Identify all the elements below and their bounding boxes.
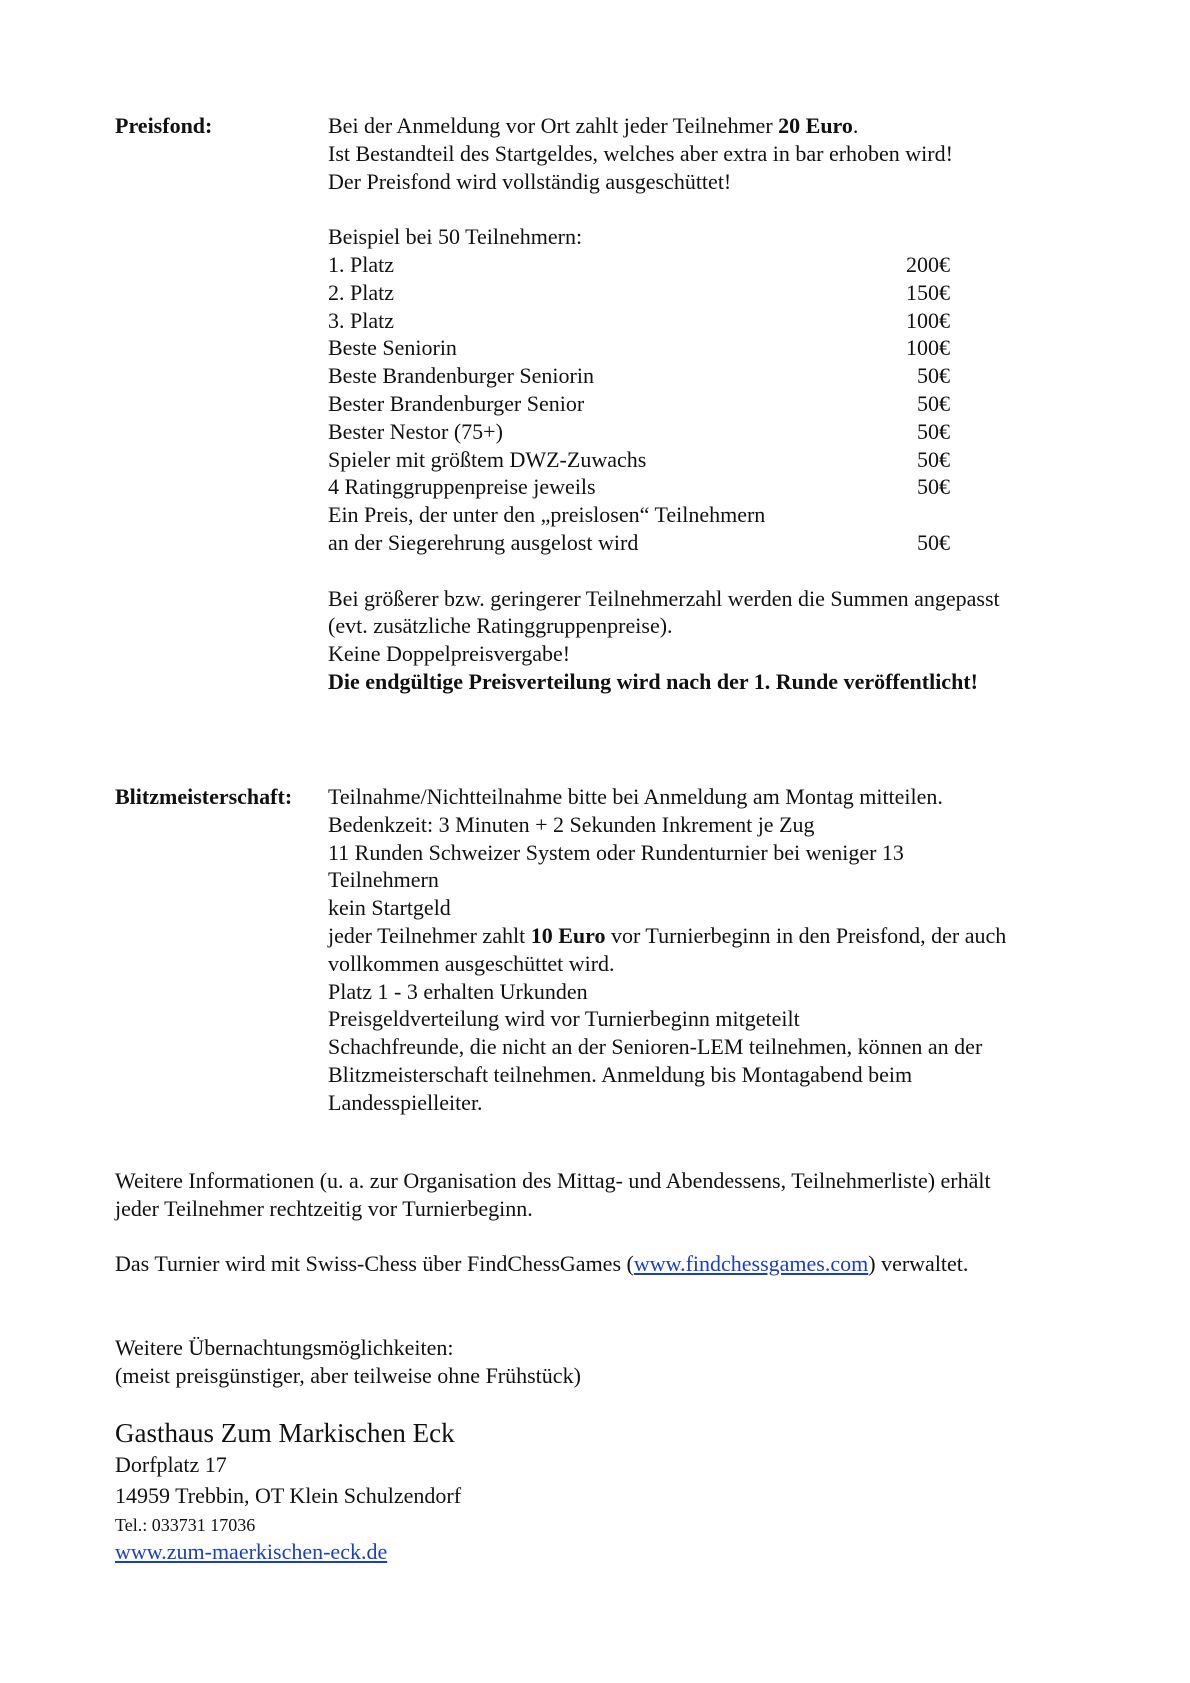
blitz-fee-amount: 10 Euro <box>530 922 606 948</box>
info-line-1: Weitere Informationen (u. a. zur Organisation des Mittag- und Abendessens, Teilnehmerliste) erhält <box>115 1168 991 1193</box>
prize-label: 2. Platz <box>328 279 394 305</box>
prize-amount: 150€ <box>906 279 950 305</box>
blitz-line-9: Preisgeldverteilung wird vor Turnierbeginn mitgeteilt <box>328 1006 800 1032</box>
prize-amount: 50€ <box>917 418 950 444</box>
blitz-line-12: Landesspielleiter. <box>328 1089 483 1115</box>
swiss-chess-line: Das Turnier wird mit Swiss-Chess über FindChessGames (www.findchessgames.com) verwaltet. <box>115 1251 969 1276</box>
hotel-website-link[interactable]: www.zum-maerkischen-eck.de <box>115 1539 388 1564</box>
blitz-line-3: 11 Runden Schweizer System oder Rundenturnier bei weniger 13 <box>328 839 904 865</box>
blitz-content <box>328 783 1103 1117</box>
prize-row <box>328 307 950 335</box>
note-4: Die endgültige Preisverteilung wird nach der 1. Runde veröffentlicht! <box>328 668 978 694</box>
hotel-block <box>115 1416 1095 1566</box>
info-paragraph <box>115 1167 1095 1223</box>
prize-amount: 50€ <box>917 474 950 500</box>
preisfond-line-3: Der Preisfond wird vollständig ausgeschüttet! <box>328 168 732 194</box>
info-line-2: jeder Teilnehmer rechtzeitig vor Turnierbeginn. <box>115 1195 533 1221</box>
prize-amount: 50€ <box>917 446 950 472</box>
findchessgames-link[interactable]: www.findchessgames.com <box>633 1251 869 1276</box>
raffle-line-2: an der Siegerehrung ausgelost wird <box>328 529 639 555</box>
blitz-line-11: Blitzmeisterschaft teilnehmen. Anmeldung bis Montagabend beim <box>328 1061 913 1087</box>
blitz-line-7: vollkommen ausgeschüttet wird. <box>328 950 615 976</box>
blitz-line-6: jeder Teilnehmer zahlt 10 Euro vor Turnierbeginn in den Preisfond, der auch <box>328 922 1007 948</box>
note-3: Keine Doppelpreisvergabe! <box>328 641 571 667</box>
example-heading: Beispiel bei 50 Teilnehmern: <box>328 224 583 250</box>
lodging-line-2: (meist preisgünstiger, aber teilweise ohne Frühstück) <box>115 1362 581 1388</box>
prize-label: Spieler mit größtem DWZ-Zuwachs <box>328 446 647 472</box>
lodging-paragraph <box>115 1334 1095 1390</box>
preisfond-fee-line: Bei der Anmeldung vor Ort zahlt jeder Teilnehmer 20 Euro. <box>328 113 859 138</box>
preisfond-label: Preisfond: <box>115 113 213 138</box>
raffle-amount: 50€ <box>917 529 950 555</box>
blitz-line-4: Teilnehmern <box>328 867 439 893</box>
prize-label: Beste Brandenburger Seniorin <box>328 363 594 389</box>
preisfond-line-2: Ist Bestandteil des Startgeldes, welches aber extra in bar erhoben wird! <box>328 140 953 166</box>
hotel-name: Gasthaus Zum Markischen Eck <box>115 1418 455 1448</box>
prize-label: Beste Seniorin <box>328 335 457 361</box>
prize-label: Bester Nestor (75+) <box>328 418 503 444</box>
blitz-line-10: Schachfreunde, die nicht an der Senioren-LEM teilnehmen, können an der <box>328 1034 983 1060</box>
raffle-line-1: Ein Preis, der unter den „preislosen“ Teilnehmern <box>328 502 766 528</box>
prize-amount: 100€ <box>906 335 950 361</box>
blitz-line-5: kein Startgeld <box>328 895 451 921</box>
prize-row <box>328 446 950 474</box>
note-2: (evt. zusätzliche Ratinggruppenpreise). <box>328 613 673 639</box>
prize-label: 1. Platz <box>328 251 394 277</box>
prize-label: Bester Brandenburger Senior <box>328 390 585 416</box>
prize-row <box>328 251 950 279</box>
blitz-line-8: Platz 1 - 3 erhalten Urkunden <box>328 978 588 1004</box>
hotel-phone: Tel.: 033731 17036 <box>115 1515 256 1535</box>
blitz-line-2: Bedenkzeit: 3 Minuten + 2 Sekunden Inkrement je Zug <box>328 811 815 837</box>
blitz-line-1: Teilnahme/Nichtteilnahme bitte bei Anmeldung am Montag mitteilen. <box>328 784 943 809</box>
prize-row <box>328 334 950 362</box>
prize-amount: 50€ <box>917 390 950 416</box>
preisfond-content <box>328 112 1103 696</box>
prize-amount: 200€ <box>906 251 950 277</box>
prize-amount: 100€ <box>906 307 950 333</box>
hotel-street: Dorfplatz 17 <box>115 1452 227 1477</box>
blitz-label: Blitzmeisterschaft: <box>115 784 293 809</box>
fee-amount: 20 Euro <box>778 113 853 138</box>
prize-label: 3. Platz <box>328 307 394 333</box>
prize-label: 4 Ratinggruppenpreise jeweils <box>328 474 596 500</box>
hotel-city: 14959 Trebbin, OT Klein Schulzendorf <box>115 1483 462 1508</box>
raffle-row <box>328 529 950 557</box>
prize-row <box>328 473 950 501</box>
prize-row <box>328 390 950 418</box>
prize-row <box>328 418 950 446</box>
note-1: Bei größerer bzw. geringerer Teilnehmerzahl werden die Summen angepasst <box>328 585 1000 611</box>
lodging-line-1: Weitere Übernachtungsmöglichkeiten: <box>115 1335 454 1360</box>
prize-amount: 50€ <box>917 363 950 389</box>
prize-row <box>328 362 950 390</box>
swiss-chess-paragraph <box>115 1250 1095 1278</box>
prize-row <box>328 279 950 307</box>
